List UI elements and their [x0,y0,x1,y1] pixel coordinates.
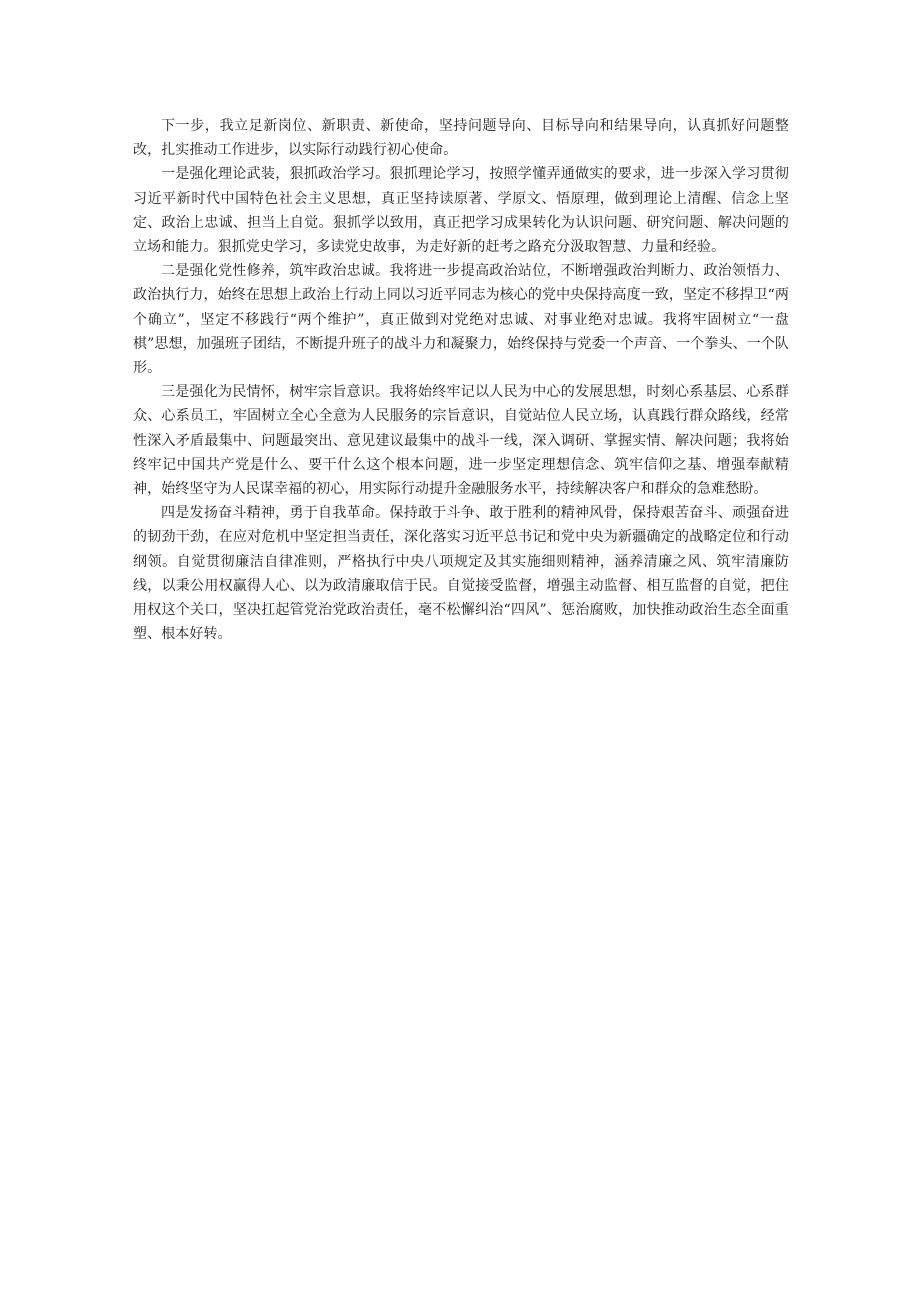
paragraph-self-revolution: 四是发扬奋斗精神，勇于自我革命。保持敢于斗争、敢于胜利的精神风骨，保持艰苦奋斗、顽强奋进的韧劲干劲，在应对危机中坚定担当责任，深化落实习近平总书记和党中央为新疆确定的战略定位和行动纲领。自觉贯彻廉洁自律准则，严格执行中央八项规定及其实施细则精神，涵养清廉之风、筑牢清廉防线，以秉公用权赢得人心、以为政清廉取信于民。自觉接受监督，增强主动监督、相互监督的自觉，把住用权这个关口，坚决扛起管党治党政治责任，毫不松懈纠治“四风”、惩治腐败，加快推动政治生态全面重塑、根本好转。 [133,505,789,643]
document-body [133,114,789,646]
paragraph-party-spirit: 二是强化党性修养，筑牢政治忠诚。我将进一步提高政治站位，不断增强政治判断力、政治领悟力、政治执行力，始终在思想上政治上行动上同以习近平同志为核心的党中央保持高度一致，坚定不移捍卫“两个确立”，坚定不移践行“两个维护”，真正做到对党绝对忠诚、对事业绝对忠诚。我将牢固树立“一盘棋”思想，加强班子团结，不断提升班子的战斗力和凝聚力，始终保持与党委一个声音、一个拳头、一个队形。 [133,263,789,377]
paragraph-intro: 下一步，我立足新岗位、新职责、新使命，坚持问题导向、目标导向和结果导向，认真抓好问题整改，扎实推动工作进步，以实际行动践行初心使命。 [133,118,789,159]
paragraph-people-first: 三是强化为民情怀，树牢宗旨意识。我将始终牢记以人民为中心的发展思想，时刻心系基层、心系群众、心系员工，牢固树立全心全意为人民服务的宗旨意识，自觉站位人民立场，认真践行群众路线，经常性深入矛盾最集中、问题最突出、意见建议最集中的战斗一线，深入调研、掌握实情、解决问题；我将始终牢记中国共产党是什么、要干什么这个根本问题，进一步坚定理想信念、筑牢信仰之基、增强奉献精神，始终坚守为人民谋幸福的初心，用实际行动提升金融服务水平，持续解决客户和群众的急难愁盼。 [133,384,789,498]
paragraph-theory-study: 一是强化理论武装，狠抓政治学习。狠抓理论学习，按照学懂弄通做实的要求，进一步深入学习贯彻习近平新时代中国特色社会主义思想，真正坚持读原著、学原文、悟原理，做到理论上清醒、信念上坚定、政治上忠诚、担当上自觉。狠抓学以致用，真正把学习成果转化为认识问题、研究问题、解决问题的立场和能力。狠抓党史学习，多读党史故事，为走好新的赶考之路充分汲取智慧、力量和经验。 [133,166,789,256]
